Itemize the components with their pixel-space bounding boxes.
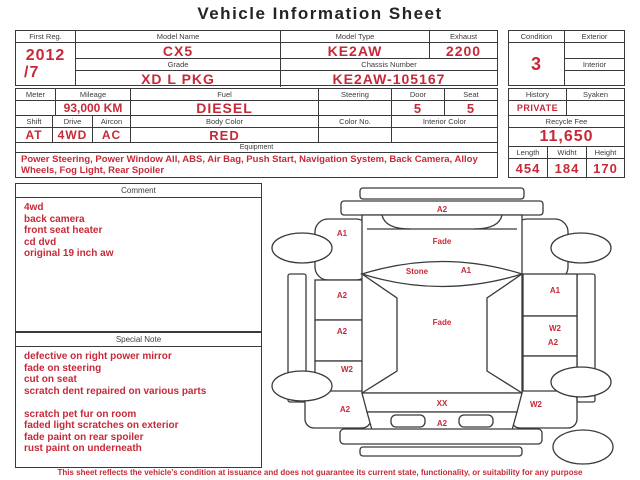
syaken-value xyxy=(567,101,624,115)
fuel-cell xyxy=(131,89,319,115)
color-no-cell xyxy=(319,116,392,142)
grade-value: XD L PKG xyxy=(141,71,215,87)
shift-value: AT xyxy=(25,128,43,142)
mileage-value: 93,000 KM xyxy=(63,101,123,115)
drive-cell xyxy=(53,116,93,142)
special-note-line: defective on right power mirror xyxy=(24,351,172,362)
exhaust-label: Exhaust xyxy=(430,31,497,43)
door-cell xyxy=(392,89,445,115)
left-rear-door xyxy=(315,280,369,320)
comment-line: cd dvd xyxy=(24,236,57,248)
drive-value: 4WD xyxy=(57,128,88,142)
exterior-value xyxy=(565,43,624,59)
aircon-value: AC xyxy=(101,128,122,142)
front-lower-bar xyxy=(360,447,522,456)
color-no-value xyxy=(319,128,391,142)
first-reg-month: /7 xyxy=(24,64,40,81)
meter-label: Meter xyxy=(16,89,55,101)
shift-label: Shift xyxy=(16,116,52,128)
body-color-value: RED xyxy=(209,128,240,142)
height-cell xyxy=(587,147,624,177)
special-note-line: rust paint on underneath xyxy=(24,443,142,454)
chassis-number-label: Chassis Number xyxy=(281,59,497,71)
mark-rear-glass: Fade xyxy=(432,237,452,246)
first-reg-label: First Reg. xyxy=(16,31,75,43)
spare-wheel xyxy=(553,430,613,464)
interior-color-value xyxy=(392,128,497,142)
exhaust-cell xyxy=(430,31,497,58)
special-note-line xyxy=(24,397,253,409)
height-value: 170 xyxy=(593,160,618,176)
condition-cell xyxy=(509,31,565,85)
comment-line: front seat heater xyxy=(24,225,103,236)
first-reg-cell xyxy=(16,31,76,85)
recycle-fee-value: 11,650 xyxy=(539,128,594,145)
interior-label: Interior xyxy=(565,59,624,71)
model-name-value: CX5 xyxy=(162,43,194,58)
page-title: Vehicle Information Sheet xyxy=(197,4,443,23)
special-note-line: cut on seat xyxy=(24,374,77,385)
mark-hood: XX xyxy=(436,399,448,408)
length-label: Length xyxy=(509,147,547,159)
meter-value xyxy=(16,101,55,115)
mark-left-front-fender: W2 xyxy=(341,365,353,374)
comment-box xyxy=(15,183,262,332)
first-reg-year: 2012 xyxy=(25,47,66,64)
special-note-label: Special Note xyxy=(16,333,261,347)
fuel-label: Fuel xyxy=(131,89,318,101)
right-rear-wheel xyxy=(551,233,611,263)
condition-label: Condition xyxy=(509,31,564,43)
mark-right-front-door-w2: W2 xyxy=(549,324,561,333)
model-type-label: Model Type xyxy=(281,31,429,43)
exterior-label: Exterior xyxy=(565,31,624,43)
mark-left-front-corner: A2 xyxy=(339,405,351,414)
interior-color-cell xyxy=(392,116,497,142)
special-note-lines xyxy=(16,347,261,459)
special-note-line: faded light scratches on exterior xyxy=(24,420,179,431)
length-cell xyxy=(509,147,548,177)
history-value: PRIVATE xyxy=(516,103,559,113)
mark-right-front-corner: W2 xyxy=(530,400,542,409)
aircon-label: Aircon xyxy=(93,116,130,128)
syaken-label: Syaken xyxy=(567,89,624,101)
car-diagram-svg xyxy=(265,186,637,466)
grade-cell xyxy=(76,59,281,87)
special-note-line: fade paint on rear spoiler xyxy=(24,431,144,443)
special-note-box xyxy=(15,332,262,468)
length-value: 454 xyxy=(515,160,541,176)
interior-value xyxy=(565,71,624,85)
meter-cell xyxy=(16,89,56,115)
mark-front-bumper: A2 xyxy=(436,419,448,428)
model-name-label: Model Name xyxy=(76,31,280,43)
specs-table xyxy=(15,88,498,178)
equipment-label: Equipment xyxy=(16,143,497,153)
disclaimer-text: This sheet reflects the vehicle's condition at issuance and does not guarantee its current state, functionality, or suitability for any purpose xyxy=(57,468,583,477)
fuel-value: DIESEL xyxy=(196,101,253,115)
right-headlight xyxy=(459,415,493,427)
special-note-line: scratch pet fur on room xyxy=(24,408,137,420)
equipment-value: Power Steering, Power Window All, ABS, Air Bag, Push Start, Navigation System, Back Camera, Alloy Wheels, Fog Light, Rear Spoiler xyxy=(21,154,478,176)
drive-label: Drive xyxy=(53,116,92,128)
recycle-fee-label: Recycle Fee xyxy=(509,116,624,128)
steering-label: Steering xyxy=(319,89,391,101)
mark-right-rear-door: A1 xyxy=(549,286,561,295)
grade-label: Grade xyxy=(76,59,280,71)
shift-cell xyxy=(16,116,53,142)
model-name-cell xyxy=(76,31,281,58)
front-bumper-bar xyxy=(340,429,542,444)
exhaust-value: 2200 xyxy=(445,43,482,58)
seat-cell xyxy=(445,89,497,115)
aircon-cell xyxy=(93,116,131,142)
identity-table xyxy=(15,30,498,86)
width-cell xyxy=(548,147,587,177)
door-label: Door xyxy=(392,89,444,101)
condition-value: 3 xyxy=(530,53,542,74)
mark-roof-stone: Stone xyxy=(405,267,429,276)
mark-rear-bumper: A2 xyxy=(436,205,448,214)
left-rear-wheel xyxy=(272,233,332,263)
history-fee-table xyxy=(508,88,625,178)
right-rear-door xyxy=(523,274,577,316)
mark-left-front-door: A2 xyxy=(336,327,348,336)
mark-left-rear-fender: A1 xyxy=(336,229,348,238)
mark-right-front-door-a2: A2 xyxy=(547,338,559,347)
mark-roof-a1: A1 xyxy=(460,266,472,275)
history-label: History xyxy=(509,89,566,101)
steering-value xyxy=(319,101,391,115)
comment-line: original 19 inch aw xyxy=(24,248,114,259)
history-cell xyxy=(509,89,567,115)
chassis-number-cell xyxy=(281,59,497,87)
car-damage-diagram xyxy=(265,186,637,466)
height-label: Height xyxy=(587,147,624,159)
rear-spoiler-bar xyxy=(360,188,524,199)
seat-label: Seat xyxy=(445,89,497,101)
model-type-cell xyxy=(281,31,430,58)
special-note-line: scratch dent repaired on various parts xyxy=(24,385,207,397)
special-note-line: fade on steering xyxy=(24,362,102,374)
mark-left-rear-door: A2 xyxy=(336,291,348,300)
body-color-label: Body Color xyxy=(131,116,318,128)
mileage-cell xyxy=(56,89,131,115)
body-color-cell xyxy=(131,116,319,142)
comment-lines xyxy=(16,198,261,264)
syaken-cell xyxy=(567,89,624,115)
comment-label: Comment xyxy=(16,184,261,198)
right-front-door xyxy=(523,316,577,356)
comment-line: back camera xyxy=(24,213,85,225)
comment-line: 4wd xyxy=(24,202,44,213)
steering-cell xyxy=(319,89,392,115)
color-no-label: Color No. xyxy=(319,116,391,128)
recycle-fee-cell xyxy=(509,116,624,147)
width-value: 184 xyxy=(554,160,580,176)
left-headlight xyxy=(391,415,425,427)
chassis-number-value: KE2AW-105167 xyxy=(332,71,446,87)
right-front-wheel xyxy=(551,367,611,397)
interior-color-label: Interior Color xyxy=(392,116,497,128)
door-value: 5 xyxy=(413,101,423,115)
mileage-label: Mileage xyxy=(56,89,130,101)
seat-value: 5 xyxy=(466,101,476,115)
condition-table xyxy=(508,30,625,86)
left-front-wheel xyxy=(272,371,332,401)
model-type-value: KE2AW xyxy=(327,43,383,58)
width-label: Widht xyxy=(548,147,586,159)
mark-body-fade: Fade xyxy=(432,318,452,327)
